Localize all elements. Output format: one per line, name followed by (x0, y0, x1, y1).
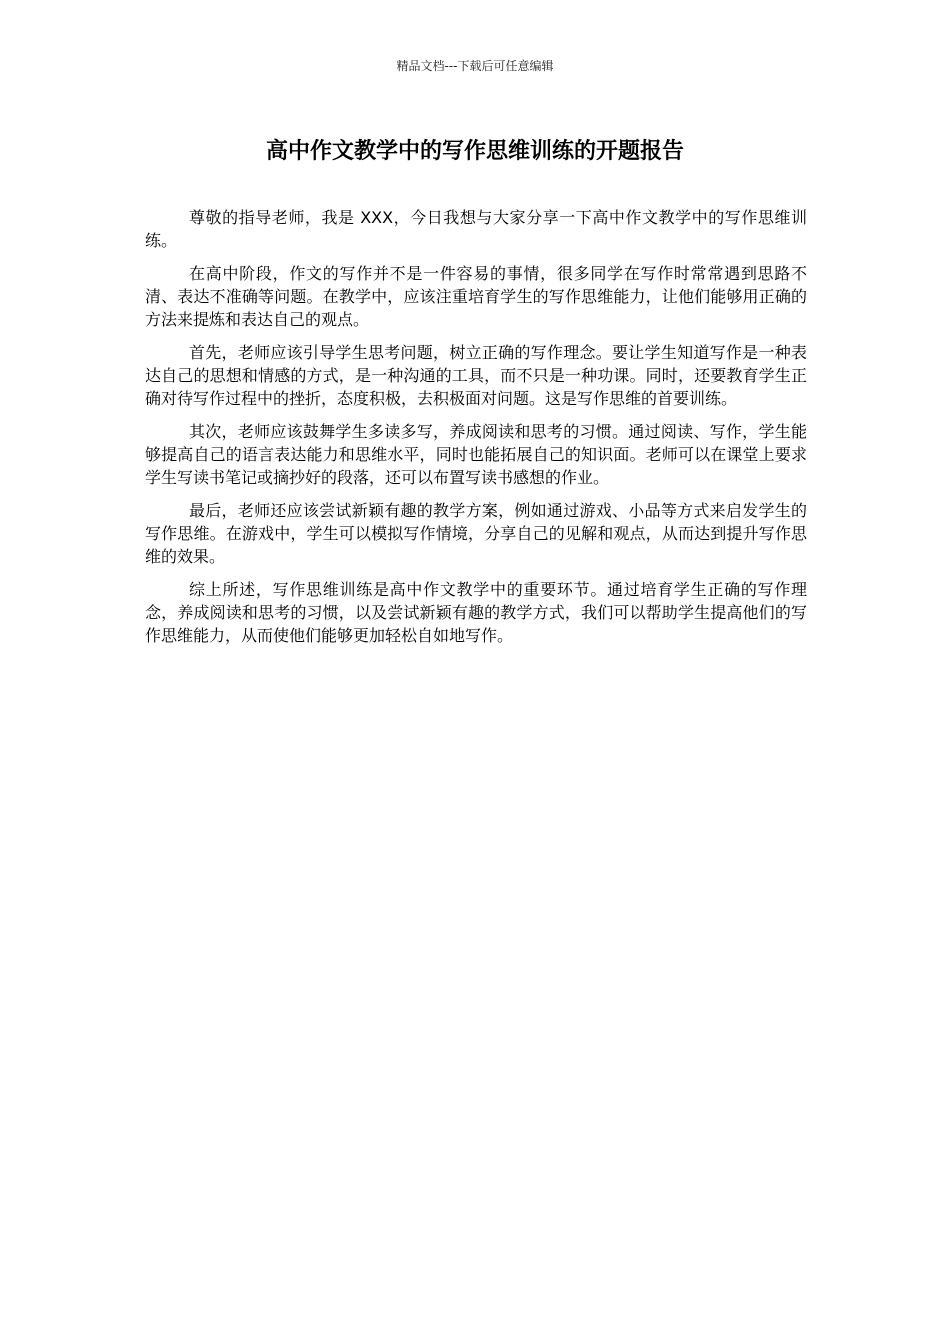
document-title: 高中作文教学中的写作思维训练的开题报告 (265, 139, 684, 164)
paragraph-1: 尊敬的指导老师，我是 XXX，今日我想与大家分享一下高中作文教学中的写作思维训练。 (145, 208, 807, 250)
paragraph-6: 综上所述，写作思维训练是高中作文教学中的重要环节。通过培育学生正确的写作理念，养成阅读和思考的习惯，以及尝试新颖有趣的教学方式，我们可以帮助学生提高他们的写作思维能力，从而使他们能够更加轻松自如地写作。 (145, 580, 807, 645)
paragraph-3: 首先，老师应该引导学生思考问题，树立正确的写作理念。要让学生知道写作是一种表达自己的思想和情感的方式，是一种沟通的工具，而不只是一种功课。同时，还要教育学生正确对待写作过程中的挫折，态度积极，去积极面对问题。这是写作思维的首要训练。 (145, 343, 807, 408)
document-body (145, 206, 807, 657)
paragraph-4: 其次，老师应该鼓舞学生多读多写，养成阅读和思考的习惯。通过阅读、写作，学生能够提高自己的语言表达能力和思维水平，同时也能拓展自己的知识面。老师可以在课堂上要求学生写读书笔记或摘抄好的段落，还可以布置写读书感想的作业。 (145, 422, 807, 487)
header-note: 精品文档---下载后可任意编辑 (396, 59, 554, 73)
paragraph-2: 在高中阶段，作文的写作并不是一件容易的事情，很多同学在写作时常常遇到思路不清、表达不准确等问题。在教学中，应该注重培育学生的写作思维能力，让他们能够用正确的方法来提炼和表达自己的观点。 (145, 264, 807, 329)
paragraph-5: 最后，老师还应该尝试新颖有趣的教学方案，例如通过游戏、小品等方式来启发学生的写作思维。在游戏中，学生可以模拟写作情境，分享自己的见解和观点，从而达到提升写作思维的效果。 (145, 501, 807, 566)
